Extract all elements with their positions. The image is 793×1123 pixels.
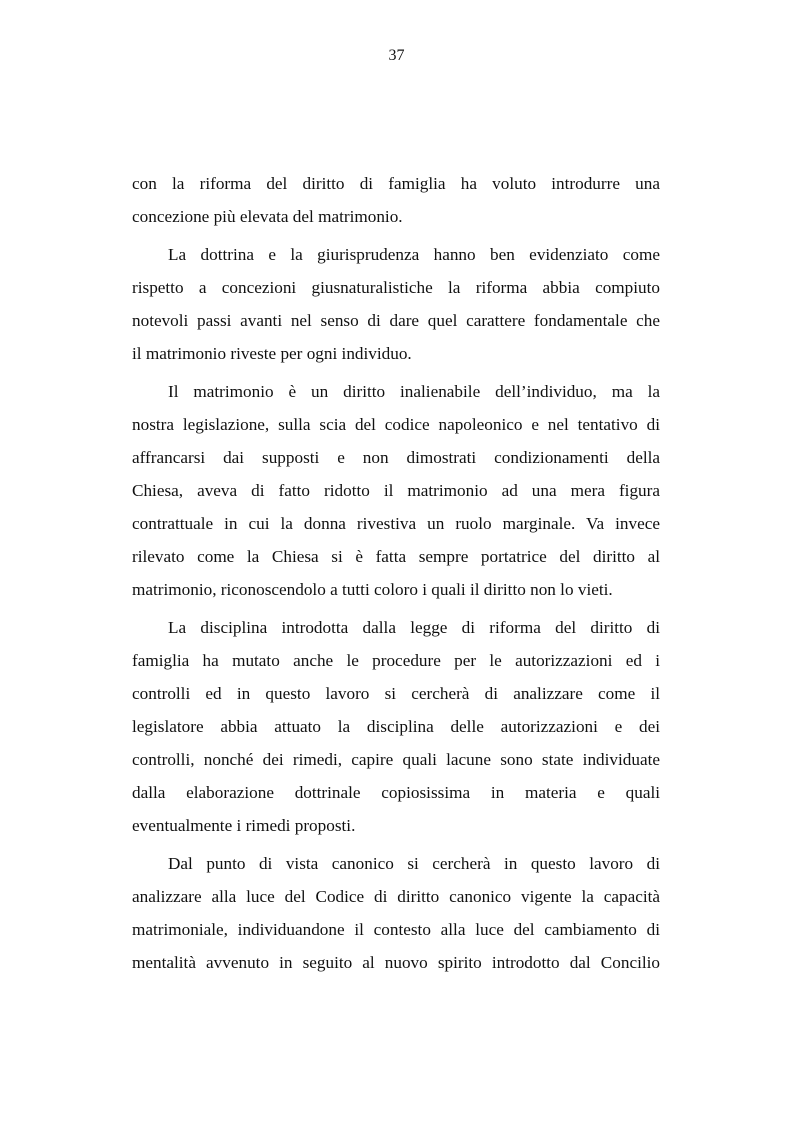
text-line: con la riforma del diritto di famiglia ha voluto introdurre una (132, 174, 660, 193)
text-line: mentalità avvenuto in seguito al nuovo spirito introdotto dal Concilio (132, 953, 660, 972)
text-line: Il matrimonio è un diritto inalienabile dell’individuo, ma la (168, 382, 660, 401)
page-number: 37 (388, 47, 405, 64)
text-line: il matrimonio riveste per ogni individuo. (132, 344, 412, 363)
text-line: notevoli passi avanti nel senso di dare quel carattere fondamentale che (132, 311, 660, 330)
body-text (132, 169, 660, 981)
paragraph-1 (132, 169, 660, 235)
paragraph-3 (132, 377, 660, 608)
text-line: concezione più elevata del matrimonio. (132, 207, 403, 226)
text-line: Dal punto di vista canonico si cercherà in questo lavoro di (168, 854, 660, 873)
text-line: matrimonio, riconoscendolo a tutti coloro i quali il diritto non lo vieti. (132, 580, 613, 599)
paragraph-5 (132, 849, 660, 981)
text-line: famiglia ha mutato anche le procedure per le autorizzazioni ed i (132, 651, 660, 670)
text-line: Chiesa, aveva di fatto ridotto il matrimonio ad una mera figura (132, 481, 660, 500)
text-line: dalla elaborazione dottrinale copiosissima in materia e quali (132, 783, 660, 802)
text-line: controlli, nonché dei rimedi, capire quali lacune sono state individuate (132, 750, 660, 769)
text-line: analizzare alla luce del Codice di diritto canonico vigente la capacità (132, 887, 660, 906)
text-line: rilevato come la Chiesa si è fatta sempre portatrice del diritto al (132, 547, 660, 566)
paragraph-2 (132, 240, 660, 372)
text-line: contrattuale in cui la donna rivestiva un ruolo marginale. Va invece (132, 514, 660, 533)
text-line: rispetto a concezioni giusnaturalistiche la riforma abbia compiuto (132, 278, 660, 297)
text-line: La dottrina e la giurisprudenza hanno ben evidenziato come (168, 245, 660, 264)
text-line: affrancarsi dai supposti e non dimostrati condizionamenti della (132, 448, 660, 467)
text-line: La disciplina introdotta dalla legge di riforma del diritto di (168, 618, 660, 637)
paragraph-4 (132, 613, 660, 844)
text-line: nostra legislazione, sulla scia del codice napoleonico e nel tentativo di (132, 415, 660, 434)
text-line: legislatore abbia attuato la disciplina delle autorizzazioni e dei (132, 717, 660, 736)
text-line: eventualmente i rimedi proposti. (132, 816, 356, 835)
text-line: matrimoniale, individuandone il contesto alla luce del cambiamento di (132, 920, 660, 939)
text-line: controlli ed in questo lavoro si cercherà di analizzare come il (132, 684, 660, 703)
